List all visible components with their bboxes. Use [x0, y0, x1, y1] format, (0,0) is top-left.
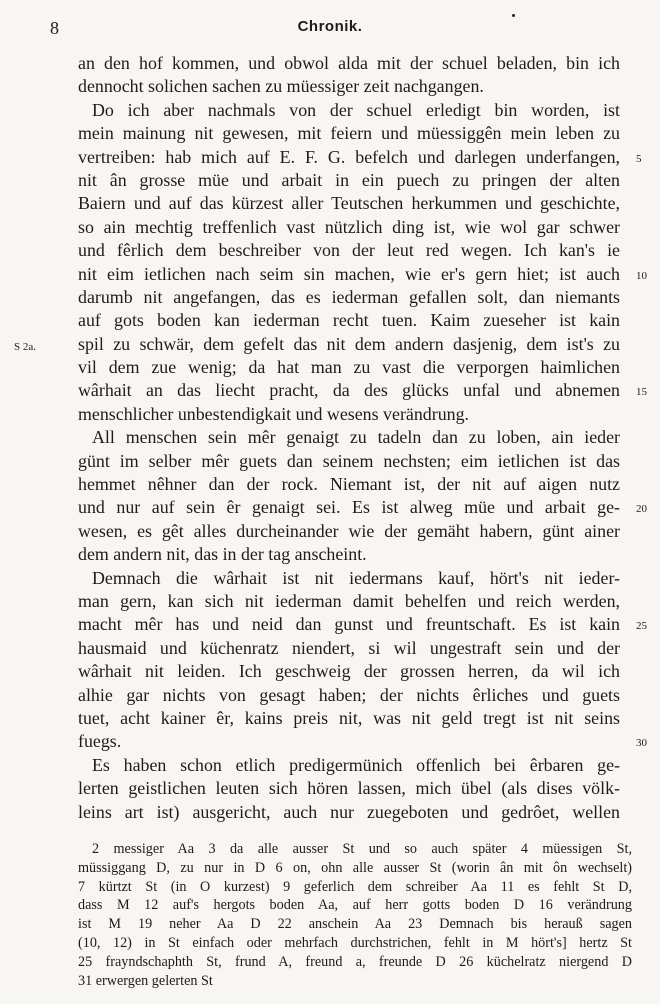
line-number: 5: [636, 152, 642, 165]
text-line: [78, 379, 647, 402]
line-number: 15: [636, 386, 647, 399]
text-line: man gern, kan sich nit iederman damit behelfen und reich werden,: [78, 590, 620, 611]
footnote-line: 31 erwergen gelerten St: [78, 972, 213, 989]
text-line: [78, 146, 642, 169]
text-line-content: fuegs.: [78, 731, 122, 752]
footnote-line: dass M 12 auf's hergots boden Aa, auf herr gotts boden D 16 verändrung: [78, 897, 632, 914]
line-number: 10: [636, 269, 647, 282]
text-line: alhie gar nichts von gesagt haben; der nichts êrliches und guets: [78, 684, 620, 705]
footnote-line: ist M 19 neher Aa D 22 anschein Aa 23 Demnach bis herauß sagen: [78, 916, 632, 933]
text-line: [78, 730, 647, 753]
critical-apparatus: [78, 840, 632, 990]
text-line: vil dem zue wenig; da hat man zu vast die verporgen haimlichen: [78, 357, 620, 378]
text-line-content: und nur auf sein êr genaigt sei. Es ist alweg müe und arbait ge-: [78, 497, 620, 518]
text-line-content: macht mêr has und neid dan gunst und freuntschaft. Es ist kain: [78, 614, 620, 635]
text-line: so ain mechtig treffenlich vast nützlich ding ist, wie wol gar schwer: [78, 216, 620, 237]
text-line: darumb nit angefangen, das es iederman gefallen solt, dan niemants: [78, 286, 620, 307]
text-line: [78, 496, 647, 519]
footnote-line: 25 frayndschaphth St, frund A, freund a, freunde D 26 küchelratz niergend D: [78, 953, 632, 970]
text-line: und fêrlich dem beschreiber von der leut red wegen. Ich kan's ie: [78, 240, 620, 261]
text-line: Es haben schon etlich predigermünich offenlich bei êrbaren ge-: [92, 754, 620, 775]
text-line: menschlicher unbestendigkait und wesens verändrung.: [78, 403, 469, 424]
text-line-content: nit eim ietlichen nach seim sin machen, wie er's gern hiet; ist auch: [78, 263, 620, 284]
text-line: [14, 333, 620, 356]
text-line: hemmet nêhner dan der rock. Niemant ist, der nit auf aigen nutz: [78, 474, 620, 495]
margin-note: S 2a.: [14, 340, 36, 353]
text-line: wesen, es gêt alles durcheinander wie der gemäht habern, günt ainer: [78, 520, 620, 541]
page-number: 8: [50, 18, 59, 38]
footnote-line: müssiggang D, zu nur in D 6 on, ohn alle ausser St (worin ân mit ôn wechselt): [78, 859, 632, 876]
text-line: an den hof kommen, und obwol alda mit der schuel beladen, bin ich: [78, 53, 620, 73]
text-line: auf gots boden kan iederman recht tuen. Kaim zueseher ist kain: [78, 310, 620, 331]
text-line-content: wârhait an das liecht pracht, da des glücks unfal und abnemen: [78, 380, 620, 401]
print-speck: [512, 14, 515, 17]
text-line: Demnach die wârhait ist nit iedermans kauf, hört's nit ieder-: [92, 567, 620, 588]
text-line: lerten geistlichen leuten sich hören lassen, mich übel (als dises völk-: [78, 778, 620, 799]
line-number: 30: [636, 737, 647, 750]
text-line: Baiern und auf das kürzest aller Teutschen herkummen und geschichte,: [78, 193, 620, 214]
text-line: All menschen sein mêr genaigt zu tadeln dan zu loben, ain ieder: [92, 427, 620, 448]
footnote-line: 7 kürtzt St (in O kurzest) 9 geferlich dem schreiber Aa 11 es fehlt St D,: [78, 878, 632, 895]
line-number: 25: [636, 620, 647, 633]
running-title: Chronik.: [297, 18, 363, 35]
text-line: leins art ist) ausgericht, auch nur zuegeboten und gedrôet, wellen: [78, 801, 620, 822]
text-line: [78, 613, 647, 636]
text-line: dennocht solichen sachen zu müessiger zeit nachgangen.: [78, 76, 484, 97]
text-line-content: vertreiben: hab mich auf E. F. G. befelch und darlegen underfangen,: [78, 146, 620, 167]
page-header: [0, 14, 660, 40]
text-line: dem andern nit, das in der tag anscheint.: [78, 544, 367, 565]
text-line: günt im selber mêr guets dan seinem nechsten; eim ietlichen ist das: [78, 450, 620, 471]
text-line: Do ich aber nachmals von der schuel erledigt bin worden, ist: [92, 99, 620, 120]
text-line: tuet, acht kainer êr, kains preis nit, was nit geld tregt ist nit seins: [78, 707, 620, 728]
text-line: hausmaid und küchenratz niendert, si wil ungestraft sein und der: [78, 637, 620, 658]
footnote-line: (10, 12) in St einfach oder mehrfach durchstrichen, fehlt in M hört's] hertz St: [78, 934, 632, 951]
footnote-line: 2 messiger Aa 3 da alle ausser St und so auch später 4 müessigen St,: [92, 841, 632, 857]
text-line: mein mainung nit gewesen, mit feiern und müessiggên mein leben zu: [78, 123, 620, 144]
text-line: wârhait nit leiden. Ich geschweig der grossen herren, da wil ich: [78, 661, 620, 682]
text-line: nit ân grosse müe und arbait in ein puech zu pringen der alten: [78, 169, 620, 190]
text-line: [78, 263, 647, 286]
text-line-content: spil zu schwär, dem gefelt das nit dem andern dasjenig, dem ist's zu: [78, 333, 620, 354]
main-text: [14, 52, 647, 824]
line-number: 20: [636, 503, 647, 516]
